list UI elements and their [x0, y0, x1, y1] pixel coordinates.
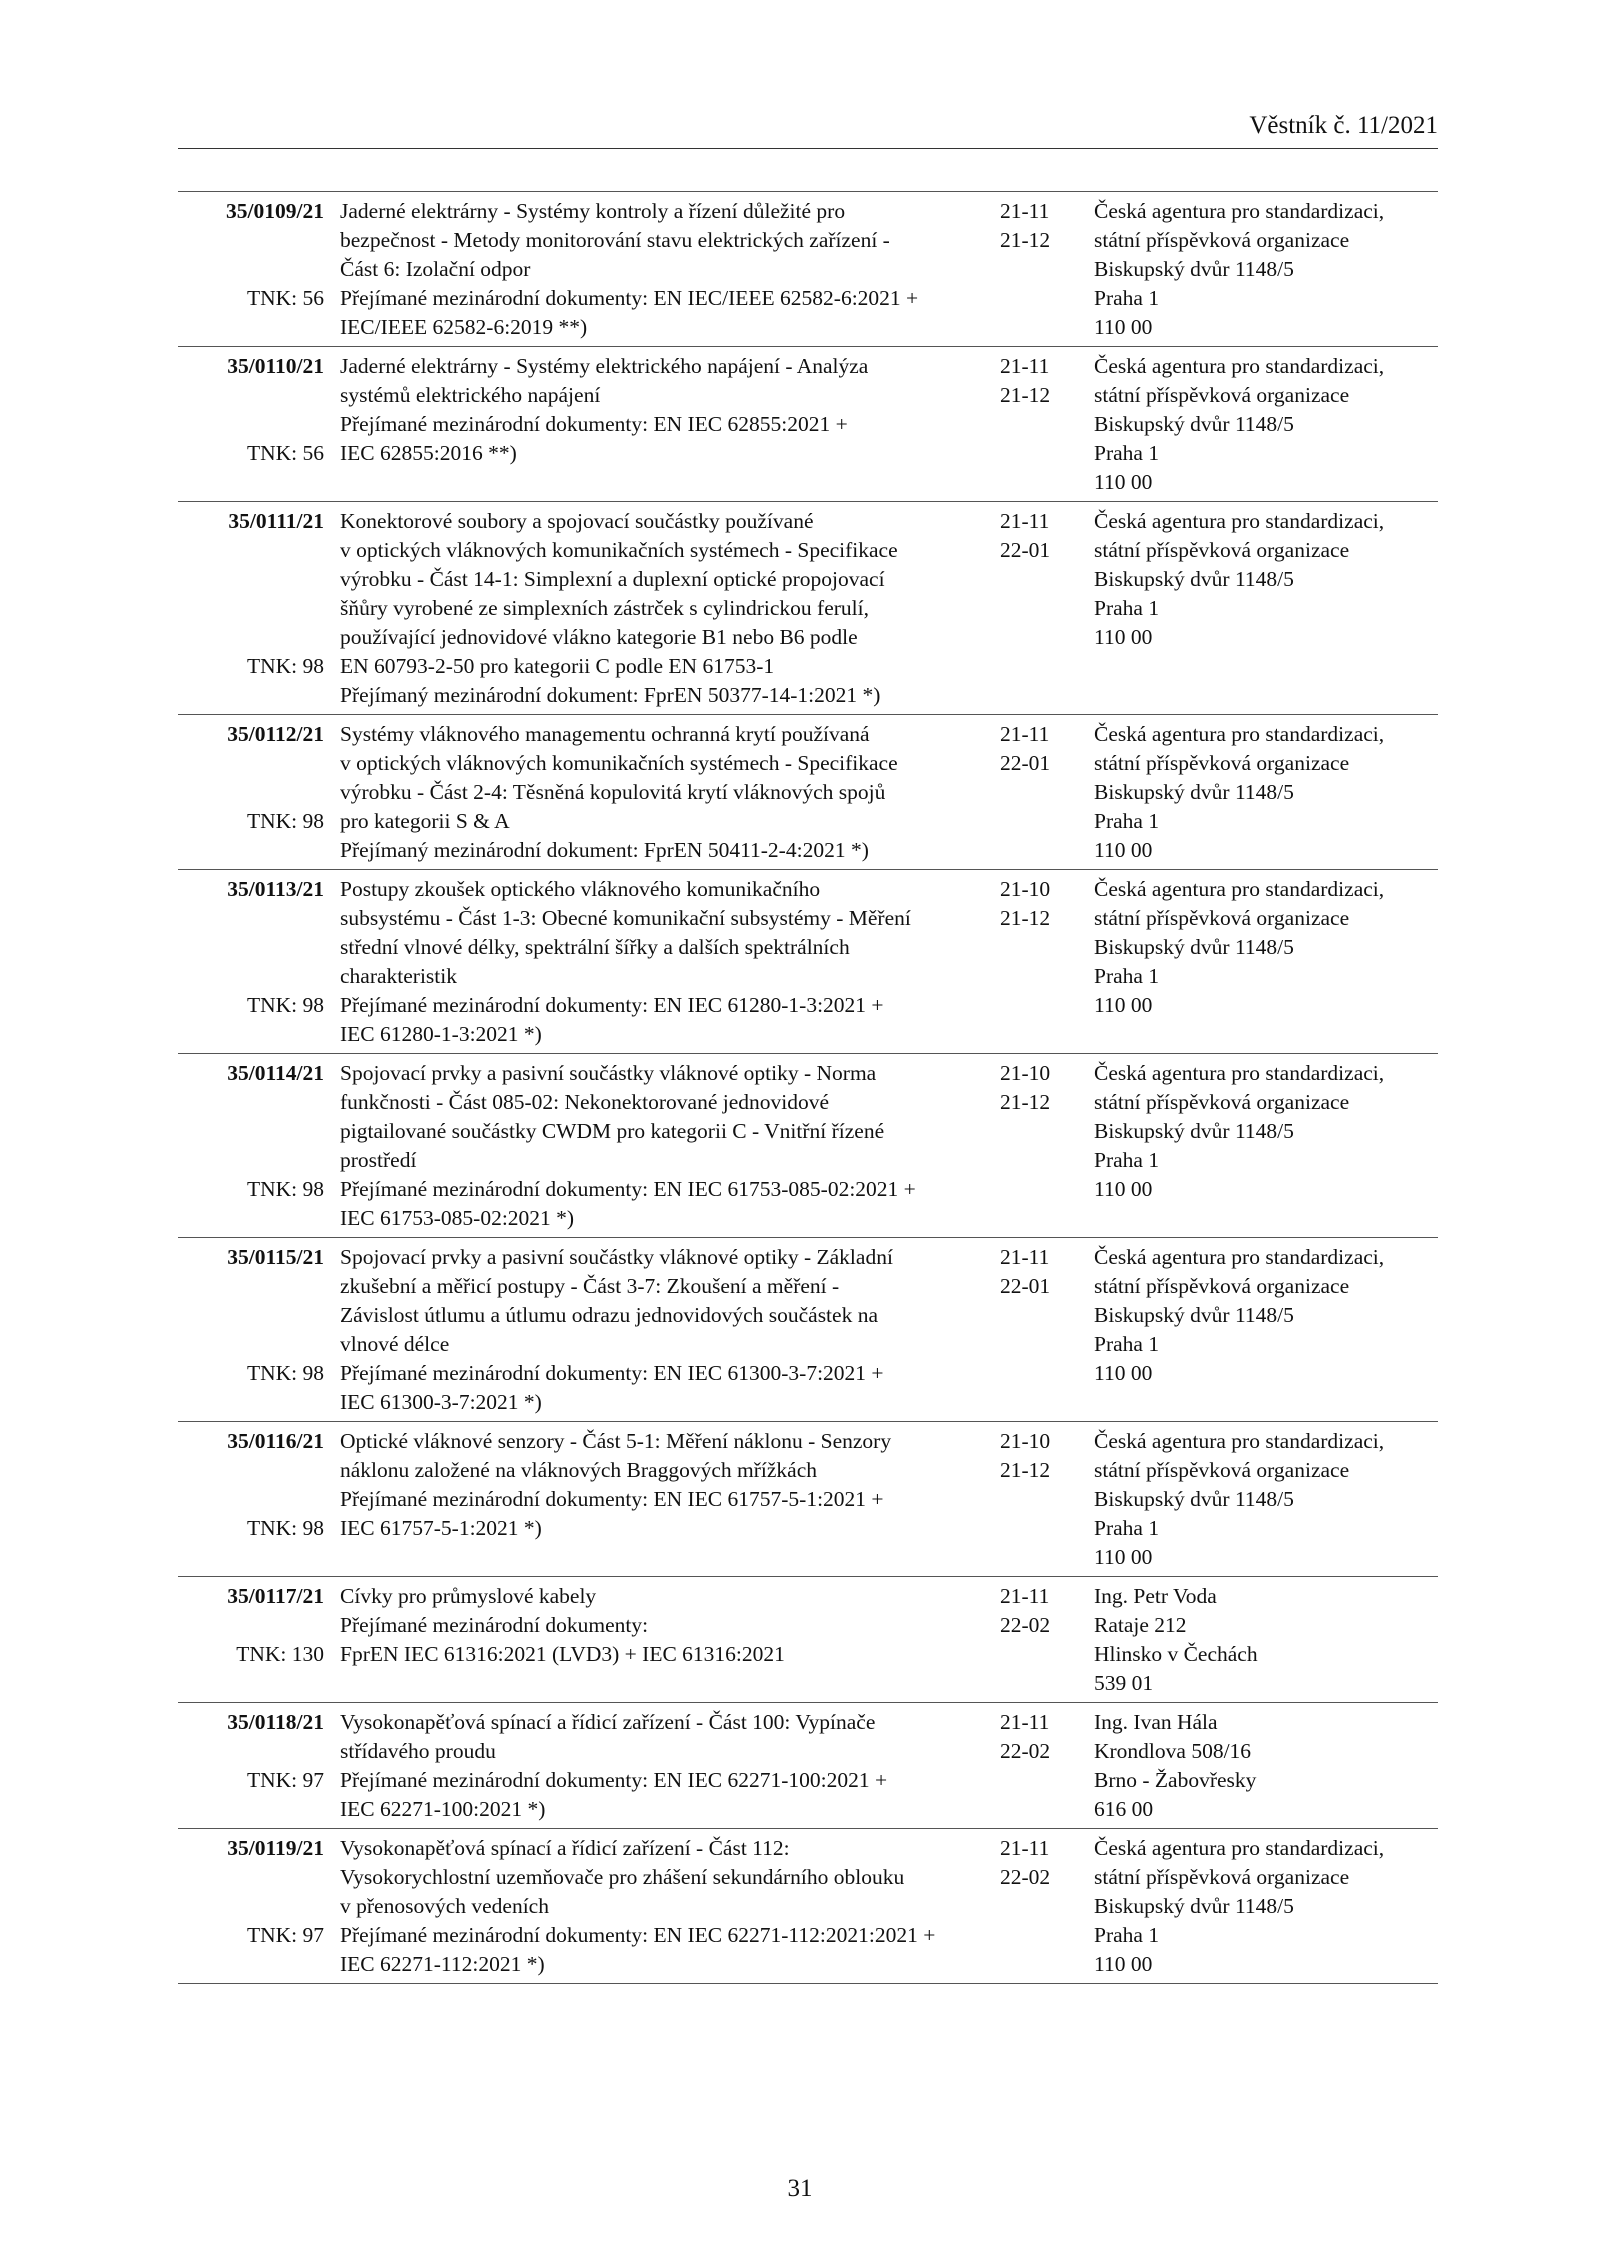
- entry-address-line: Brno - Žabovřesky: [1094, 1768, 1257, 1792]
- entry-dates-cell: [988, 1059, 1090, 1233]
- entry-title-line: IEC 61280-1-3:2021 *): [340, 1022, 542, 1046]
- entry-title-line: střídavého proudu: [340, 1739, 496, 1763]
- entry-id-cell: [178, 507, 328, 710]
- entry-title-line: IEC 62271-100:2021 *): [340, 1797, 546, 1821]
- entry-address-line: Česká agentura pro standardizaci,: [1094, 1836, 1385, 1860]
- entry-title-line: Vysokonapěťová spínací a řídicí zařízení - Část 112:: [340, 1836, 790, 1860]
- entry-dates-cell: [988, 1708, 1090, 1824]
- entry-dates-cell: [988, 1243, 1090, 1417]
- entry-dates-cell: [988, 1427, 1090, 1572]
- entry-title-line: funkčnosti - Část 085-02: Nekonektorované jednovidové: [340, 1090, 830, 1114]
- entry-address-line: 110 00: [1094, 1361, 1153, 1385]
- entry-address-line: Praha 1: [1094, 1516, 1160, 1540]
- entry-address-line: Biskupský dvůr 1148/5: [1094, 1487, 1294, 1511]
- entry-title-line: systémů elektrického napájení: [340, 383, 601, 407]
- entry-title-line: Přejímané mezinárodní dokumenty: EN IEC 61300-3-7:2021 +: [340, 1361, 884, 1385]
- entry-date: 21-10: [1000, 1429, 1051, 1453]
- entry-address-line: 110 00: [1094, 470, 1153, 494]
- entry-number: 35/0115/21: [227, 1245, 324, 1269]
- entry-address-line: Praha 1: [1094, 1923, 1160, 1947]
- entry-address-line: 110 00: [1094, 315, 1153, 339]
- entry-number: 35/0110/21: [227, 354, 324, 378]
- entry-address-line: státní příspěvková organizace: [1094, 1090, 1350, 1114]
- entry-number: 35/0116/21: [227, 1429, 324, 1453]
- entry-tnk: TNK: 98: [246, 654, 324, 678]
- entry-title-line: Cívky pro průmyslové kabely: [340, 1584, 597, 1608]
- entry-number: 35/0119/21: [227, 1836, 324, 1860]
- entry-title-cell: [328, 1059, 988, 1233]
- entry-title-line: zkušební a měřicí postupy - Část 3-7: Zkoušení a měření -: [340, 1274, 840, 1298]
- entry-title-line: Vysokonapěťová spínací a řídicí zařízení - Část 100: Vypínače: [340, 1710, 876, 1734]
- entry-title-line: Přejímaný mezinárodní dokument: FprEN 50377-14-1:2021 *): [340, 683, 881, 707]
- entry-id-cell: [178, 720, 328, 865]
- entry-address-line: 539 01: [1094, 1671, 1154, 1695]
- entry-date: 21-12: [1000, 383, 1051, 407]
- entry-title-line: FprEN IEC 61316:2021 (LVD3) + IEC 61316:2021: [340, 1642, 785, 1666]
- entry-id-cell: [178, 1243, 328, 1417]
- entry-title-cell: [328, 1708, 988, 1824]
- entry-address-line: 110 00: [1094, 1545, 1153, 1569]
- entry-address-line: Biskupský dvůr 1148/5: [1094, 1119, 1294, 1143]
- entry-title-line: v optických vláknových komunikačních systémech - Specifikace: [340, 751, 898, 775]
- entry-tnk: TNK: 98: [246, 809, 324, 833]
- entry-address-line: 110 00: [1094, 1952, 1153, 1976]
- entry-title-line: Přejímané mezinárodní dokumenty: EN IEC 61757-5-1:2021 +: [340, 1487, 884, 1511]
- entry-title-line: Část 6: Izolační odpor: [340, 257, 531, 281]
- entry-address-line: Biskupský dvůr 1148/5: [1094, 412, 1294, 436]
- entry-title-line: Konektorové soubory a spojovací součástky používané: [340, 509, 814, 533]
- entry-title-line: EN 60793-2-50 pro kategorii C podle EN 61753-1: [340, 654, 775, 678]
- entry-title-cell: [328, 1243, 988, 1417]
- entry-address-line: 110 00: [1094, 838, 1153, 862]
- entry-title-line: v přenosových vedeních: [340, 1894, 549, 1918]
- entry-tnk: TNK: 97: [246, 1923, 324, 1947]
- entry-title-line: používající jednovidové vlákno kategorie B1 nebo B6 podle: [340, 625, 858, 649]
- entry-title-cell: [328, 352, 988, 497]
- entry-date: 21-11: [1000, 1710, 1050, 1734]
- entry-address-line: 110 00: [1094, 625, 1153, 649]
- entry-title-line: Přejímané mezinárodní dokumenty: EN IEC 61753-085-02:2021 +: [340, 1177, 916, 1201]
- entry-dates-cell: [988, 1582, 1090, 1698]
- entry-address-line: 110 00: [1094, 993, 1153, 1017]
- entry-tnk: TNK: 98: [246, 1361, 324, 1385]
- entry-dates-cell: [988, 197, 1090, 342]
- entry-title-cell: [328, 1582, 988, 1698]
- entry-date: 21-11: [1000, 1584, 1050, 1608]
- entry-id-cell: [178, 1708, 328, 1824]
- entry-title-cell: [328, 507, 988, 710]
- entry-tnk: TNK: 98: [246, 993, 324, 1017]
- entry-address-line: Česká agentura pro standardizaci,: [1094, 354, 1385, 378]
- table-row: [178, 1238, 1438, 1422]
- table-row: [178, 1829, 1438, 1984]
- entry-dates-cell: [988, 1834, 1090, 1979]
- entry-title-line: Spojovací prvky a pasivní součástky vláknové optiky - Základní: [340, 1245, 893, 1269]
- entry-address-cell: [1090, 720, 1438, 865]
- entry-title-line: Optické vláknové senzory - Část 5-1: Měření náklonu - Senzory: [340, 1429, 892, 1453]
- entry-address-line: státní příspěvková organizace: [1094, 906, 1350, 930]
- entry-address-cell: [1090, 1059, 1438, 1233]
- entry-title-cell: [328, 197, 988, 342]
- entry-title-line: IEC 62855:2016 **): [340, 441, 517, 465]
- entry-address-line: Česká agentura pro standardizaci,: [1094, 199, 1385, 223]
- entry-address-line: Biskupský dvůr 1148/5: [1094, 567, 1294, 591]
- entry-id-cell: [178, 1059, 328, 1233]
- entry-address-line: Krondlova 508/16: [1094, 1739, 1252, 1763]
- entry-tnk: TNK: 56: [246, 441, 324, 465]
- entry-address-cell: [1090, 1708, 1438, 1824]
- entry-date: 22-01: [1000, 1274, 1051, 1298]
- entry-dates-cell: [988, 507, 1090, 710]
- entry-address-line: Biskupský dvůr 1148/5: [1094, 1894, 1294, 1918]
- entry-date: 21-12: [1000, 228, 1051, 252]
- table-row: [178, 1054, 1438, 1238]
- entry-number: 35/0117/21: [227, 1584, 324, 1608]
- entry-title-line: Systémy vláknového managementu ochranná krytí používaná: [340, 722, 870, 746]
- entry-address-cell: [1090, 507, 1438, 710]
- entry-address-line: státní příspěvková organizace: [1094, 1458, 1350, 1482]
- page-footer: [0, 2175, 1600, 2203]
- entry-address-line: státní příspěvková organizace: [1094, 1274, 1350, 1298]
- entry-address-line: Česká agentura pro standardizaci,: [1094, 722, 1385, 746]
- entry-title-line: Vysokorychlostní uzemňovače pro zhášení sekundárního oblouku: [340, 1865, 905, 1889]
- entry-title-line: bezpečnost - Metody monitorování stavu elektrických zařízení -: [340, 228, 890, 252]
- entry-address-line: Biskupský dvůr 1148/5: [1094, 780, 1294, 804]
- entry-address-line: Praha 1: [1094, 286, 1160, 310]
- table-row: [178, 715, 1438, 870]
- entry-title-line: v optických vláknových komunikačních systémech - Specifikace: [340, 538, 898, 562]
- entry-date: 21-11: [1000, 199, 1050, 223]
- entry-address-line: státní příspěvková organizace: [1094, 383, 1350, 407]
- entry-title-line: IEC 61300-3-7:2021 *): [340, 1390, 542, 1414]
- entry-date: 21-10: [1000, 877, 1051, 901]
- entry-number: 35/0118/21: [227, 1710, 324, 1734]
- entry-title-line: Přejímané mezinárodní dokumenty: EN IEC/IEEE 62582-6:2021 +: [340, 286, 919, 310]
- entry-title-line: Přejímané mezinárodní dokumenty: EN IEC 62271-112:2021:2021 +: [340, 1923, 936, 1947]
- entry-title-line: Přejímané mezinárodní dokumenty: EN IEC 62855:2021 +: [340, 412, 848, 436]
- entry-title-line: Přejímané mezinárodní dokumenty: EN IEC 61280-1-3:2021 +: [340, 993, 884, 1017]
- entry-title-line: IEC 62271-112:2021 *): [340, 1952, 545, 1976]
- entry-date: 22-02: [1000, 1865, 1051, 1889]
- table-row: [178, 192, 1438, 347]
- entry-title-line: IEC/IEEE 62582-6:2019 **): [340, 315, 588, 339]
- entry-address-cell: [1090, 1582, 1438, 1698]
- entry-address-line: Česká agentura pro standardizaci,: [1094, 877, 1385, 901]
- entry-address-cell: [1090, 197, 1438, 342]
- entry-title-line: charakteristik: [340, 964, 458, 988]
- entry-address-cell: [1090, 352, 1438, 497]
- entry-title-line: výrobku - Část 14-1: Simplexní a duplexní optické propojovací: [340, 567, 885, 591]
- entry-title-cell: [328, 1427, 988, 1572]
- entry-address-line: státní příspěvková organizace: [1094, 228, 1350, 252]
- entry-title-line: Jaderné elektrárny - Systémy kontroly a řízení důležité pro: [340, 199, 846, 223]
- entry-title-line: Přejímaný mezinárodní dokument: FprEN 50411-2-4:2021 *): [340, 838, 869, 862]
- entry-address-line: Praha 1: [1094, 1332, 1160, 1356]
- entry-address-line: státní příspěvková organizace: [1094, 1865, 1350, 1889]
- entry-title-line: IEC 61757-5-1:2021 *): [340, 1516, 542, 1540]
- entry-title-line: prostředí: [340, 1148, 417, 1172]
- entry-title-line: výrobku - Část 2-4: Těsněná kopulovitá krytí vláknových spojů: [340, 780, 886, 804]
- entry-date: 22-01: [1000, 538, 1051, 562]
- entry-date: 21-12: [1000, 1458, 1051, 1482]
- entry-title-line: vlnové délce: [340, 1332, 450, 1356]
- entry-date: 22-02: [1000, 1613, 1051, 1637]
- entry-address-line: Ing. Ivan Hála: [1094, 1710, 1218, 1734]
- table-row: [178, 1703, 1438, 1829]
- entry-title-line: Přejímané mezinárodní dokumenty: EN IEC 62271-100:2021 +: [340, 1768, 888, 1792]
- table-row: [178, 1422, 1438, 1577]
- entry-title-cell: [328, 1834, 988, 1979]
- entry-id-cell: [178, 1582, 328, 1698]
- entry-date: 21-11: [1000, 1245, 1050, 1269]
- entry-date: 21-12: [1000, 1090, 1051, 1114]
- standards-table: [178, 191, 1438, 1984]
- entry-address-line: Hlinsko v Čechách: [1094, 1642, 1258, 1666]
- entry-tnk: TNK: 98: [246, 1516, 324, 1540]
- entry-date: 21-10: [1000, 1061, 1051, 1085]
- entry-id-cell: [178, 352, 328, 497]
- entry-address-cell: [1090, 1834, 1438, 1979]
- entry-title-line: Jaderné elektrárny - Systémy elektrického napájení - Analýza: [340, 354, 869, 378]
- entry-address-line: Rataje 212: [1094, 1613, 1187, 1637]
- entry-date: 22-01: [1000, 751, 1051, 775]
- entry-title-line: náklonu založené na vláknových Braggových mřížkách: [340, 1458, 817, 1482]
- entry-date: 21-11: [1000, 1836, 1050, 1860]
- entry-address-line: Biskupský dvůr 1148/5: [1094, 1303, 1294, 1327]
- entry-address-line: státní příspěvková organizace: [1094, 751, 1350, 775]
- entry-address-line: Ing. Petr Voda: [1094, 1584, 1217, 1608]
- entry-title-line: pro kategorii S & A: [340, 809, 510, 833]
- entry-address-line: Biskupský dvůr 1148/5: [1094, 935, 1294, 959]
- entry-address-cell: [1090, 1427, 1438, 1572]
- entry-date: 21-11: [1000, 722, 1050, 746]
- table-row: [178, 870, 1438, 1054]
- entry-address-line: Česká agentura pro standardizaci,: [1094, 1061, 1385, 1085]
- entry-address-line: Česká agentura pro standardizaci,: [1094, 1245, 1385, 1269]
- entry-address-cell: [1090, 875, 1438, 1049]
- entry-date: 21-12: [1000, 906, 1051, 930]
- entry-dates-cell: [988, 352, 1090, 497]
- entry-dates-cell: [988, 875, 1090, 1049]
- entry-address-line: Praha 1: [1094, 441, 1160, 465]
- entry-address-line: Biskupský dvůr 1148/5: [1094, 257, 1294, 281]
- entry-title-line: pigtailované součástky CWDM pro kategorii C - Vnitřní řízené: [340, 1119, 885, 1143]
- entry-tnk: TNK: 98: [246, 1177, 324, 1201]
- entry-address-line: Česká agentura pro standardizaci,: [1094, 1429, 1385, 1453]
- entry-title-line: střední vlnové délky, spektrální šířky a dalších spektrálních: [340, 935, 850, 959]
- entry-tnk: TNK: 56: [246, 286, 324, 310]
- page-number: 31: [787, 2175, 813, 2202]
- entry-address-line: Praha 1: [1094, 1148, 1160, 1172]
- table-row: [178, 1577, 1438, 1703]
- entry-title-line: IEC 61753-085-02:2021 *): [340, 1206, 575, 1230]
- entry-title-cell: [328, 875, 988, 1049]
- entry-address-line: Česká agentura pro standardizaci,: [1094, 509, 1385, 533]
- entry-address-line: Praha 1: [1094, 964, 1160, 988]
- page-header: [178, 112, 1438, 149]
- entry-address-line: 616 00: [1094, 1797, 1154, 1821]
- entry-address-line: Praha 1: [1094, 596, 1160, 620]
- entry-number: 35/0109/21: [226, 199, 324, 223]
- table-row: [178, 502, 1438, 715]
- entry-date: 21-11: [1000, 509, 1050, 533]
- entry-number: 35/0114/21: [227, 1061, 324, 1085]
- entry-title-line: Závislost útlumu a útlumu odrazu jednovidových součástek na: [340, 1303, 878, 1327]
- entry-address-line: státní příspěvková organizace: [1094, 538, 1350, 562]
- entry-id-cell: [178, 197, 328, 342]
- entry-dates-cell: [988, 720, 1090, 865]
- entry-title-line: Postupy zkoušek optického vláknového komunikačního: [340, 877, 821, 901]
- entry-id-cell: [178, 875, 328, 1049]
- table-row: [178, 347, 1438, 502]
- entry-title-line: Spojovací prvky a pasivní součástky vláknové optiky - Norma: [340, 1061, 877, 1085]
- entry-id-cell: [178, 1834, 328, 1979]
- entry-tnk: TNK: 97: [246, 1768, 324, 1792]
- entry-number: 35/0113/21: [227, 877, 324, 901]
- entry-title-line: Přejímané mezinárodní dokumenty:: [340, 1613, 649, 1637]
- entry-date: 21-11: [1000, 354, 1050, 378]
- entry-date: 22-02: [1000, 1739, 1051, 1763]
- entry-address-line: 110 00: [1094, 1177, 1153, 1201]
- entry-id-cell: [178, 1427, 328, 1572]
- entry-title-line: šňůry vyrobené ze simplexních zástrček s cylindrickou ferulí,: [340, 596, 869, 620]
- entry-address-line: Praha 1: [1094, 809, 1160, 833]
- entry-number: 35/0112/21: [227, 722, 324, 746]
- entry-address-cell: [1090, 1243, 1438, 1417]
- entry-tnk: TNK: 130: [236, 1642, 324, 1666]
- journal-title: Věstník č. 11/2021: [1249, 112, 1438, 139]
- entry-title-cell: [328, 720, 988, 865]
- entry-title-line: subsystému - Část 1-3: Obecné komunikační subsystémy - Měření: [340, 906, 911, 930]
- entry-number: 35/0111/21: [228, 509, 324, 533]
